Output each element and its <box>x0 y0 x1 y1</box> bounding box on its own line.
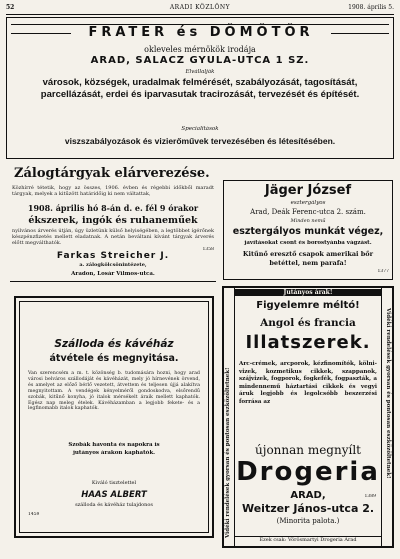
hotel-emphasis: Szobák havonta és napokra is <box>68 442 160 448</box>
ad-hotel <box>14 296 214 538</box>
auction-date: 1908. április hó 8-án d. e. fél 9 órakor <box>27 203 199 213</box>
page-header <box>6 4 394 14</box>
jager-name: Jäger József <box>264 183 352 198</box>
drog-vertical-left: Vidéki rendelések gyorsan és pontosan eszközöltetnek! <box>225 367 231 538</box>
auction-items: ékszerek, ingók és ruhaneműek <box>28 215 198 226</box>
auction-firm: Farkas Streicher J. <box>56 251 170 261</box>
hotel-emphasis-2: jutányos árakon kaphatók. <box>72 450 156 456</box>
ad-drogeria <box>222 286 394 548</box>
drog-name: Drogeria <box>236 457 380 487</box>
hotel-title: Szálloda és kávéház <box>54 338 174 350</box>
hotel-sign-role: szálloda és kávéház tulajdonos <box>75 502 153 508</box>
drog-vertical-right: Vidéki rendelések gyorsan és pontosan eszközöltetnek! <box>385 308 391 479</box>
newspaper-title: ARADI KÖZLÖNY <box>169 4 231 11</box>
auction-address: Aradon, Losár Vilmos-utca. <box>71 271 155 277</box>
section-label-1: Elvállalják <box>185 69 215 75</box>
hotel-subtitle: átvétele és megnyitása. <box>49 353 179 364</box>
jager-work: esztergályos munkát végez, <box>232 226 384 237</box>
auction-body: nyilvános árverés útján, úgy üzletünk külső helyiségében, a legtöbbet ígérőnek készpénzfizetés mellett eladatnak. A netán beváltani kívánt tárgyak árverés előtt megválthatók. <box>12 228 214 246</box>
jager-number: 1377 <box>377 269 389 274</box>
hotel-signature: HAAS ALBERT <box>81 490 147 500</box>
drog-brand: Angol és francia <box>260 317 356 329</box>
hotel-body: Van szerencsém a m. t. közönség b. tudomására hozni, hogy arad városi belváros szállodáját és kávéházát, mely jó hírnevének örvend, és amelyet az előző bérlő vezetett, átvettem és teljesen újjá alakítva megnyitottam. A vendégek kényelméről gondoskodva, elsőrendű szobák, kitűnő konyha, jó italok mérsékelt áraik mellett kaphatók. Egész nap meleg ételek. Kávéházamban a legjobb fekete- és a legfinomabb italok kaphatók. <box>28 371 200 412</box>
services-text: városok, községek, uradalmak felmérését, szabályozását, tagosítását, parcellázását, erdei és iparvasutak tracirozását, tervezését és építését. <box>40 77 360 100</box>
drog-title: Figyelemre méltó! <box>256 300 360 311</box>
auction-number: 1358 <box>202 247 214 252</box>
drog-opened: újonnan megnyílt <box>255 443 361 457</box>
auction-title: Zálogtárgyak elárverezése. <box>14 166 210 181</box>
ad-jager <box>223 180 393 280</box>
drog-list: Arc-crémek, arcporok, kézfinomítók, kölni-vizek, kozmetikus cikkek, szappanok, szájvizek, fogporok, fogkefék, fogpaszták, a mindennemű háztartási cikkek és vegyi áruk legjobb és legolcsóbb beszerzési forrása az <box>239 361 377 405</box>
drog-street: Weitzer János-utca 2. <box>241 502 375 515</box>
header-rule <box>6 14 394 15</box>
auction-firm-sub: a. zálogkölcsönintézete, <box>79 262 147 268</box>
firm-name: FRATER és DÖMÖTÖR <box>71 26 331 40</box>
jager-address: Arad, Deák Ferenc-utca 2. szám. <box>250 208 366 216</box>
issue-date: 1908. április 5. <box>348 4 394 11</box>
jager-extra: javításokat csont és borostyánba vágzást. <box>244 240 372 246</box>
drog-palace: (Minorita palota.) <box>276 517 340 525</box>
jager-role: esztergályos <box>290 200 326 206</box>
jager-offer: Kitűnő eresztő csapok amerikai bőr betéttel, nem parafa! <box>242 250 374 267</box>
firm-address: ARAD, SALACZ GYULA-UTCA 1 SZ. <box>90 55 310 66</box>
section-label-2: Specialitások <box>181 126 219 132</box>
page-number: 52 <box>6 4 15 11</box>
drog-big-title: Illatszerek. <box>245 332 371 353</box>
drog-footer: Ezek csak: Vörösmartyi Drogeria Arad <box>234 536 382 543</box>
hotel-number: 1459 <box>28 512 40 517</box>
drog-city: ARAD, <box>290 490 326 501</box>
auction-intro: Közhírré tétetik, hogy az összes, 1906. évben és régebbi időkből maradt tárgyak, melyek a kitűzött határidőig ki nem váltattak, <box>12 185 214 197</box>
ad-auction <box>10 163 216 269</box>
firm-subtitle: okleveles mérnökök irodája <box>144 45 256 54</box>
drog-number: 1389 <box>364 494 376 499</box>
hotel-sign-pre: Kiváló tisztelettel <box>91 480 137 486</box>
divider <box>10 281 216 282</box>
drog-top-banner: Jutányos árak! <box>234 289 382 296</box>
specialties-text: viszszabályozások és vizierőművek tervezésében és létesítésében. <box>64 136 336 146</box>
ad-frater-dometor <box>6 17 394 159</box>
jager-label: Minden nemű <box>290 218 326 224</box>
